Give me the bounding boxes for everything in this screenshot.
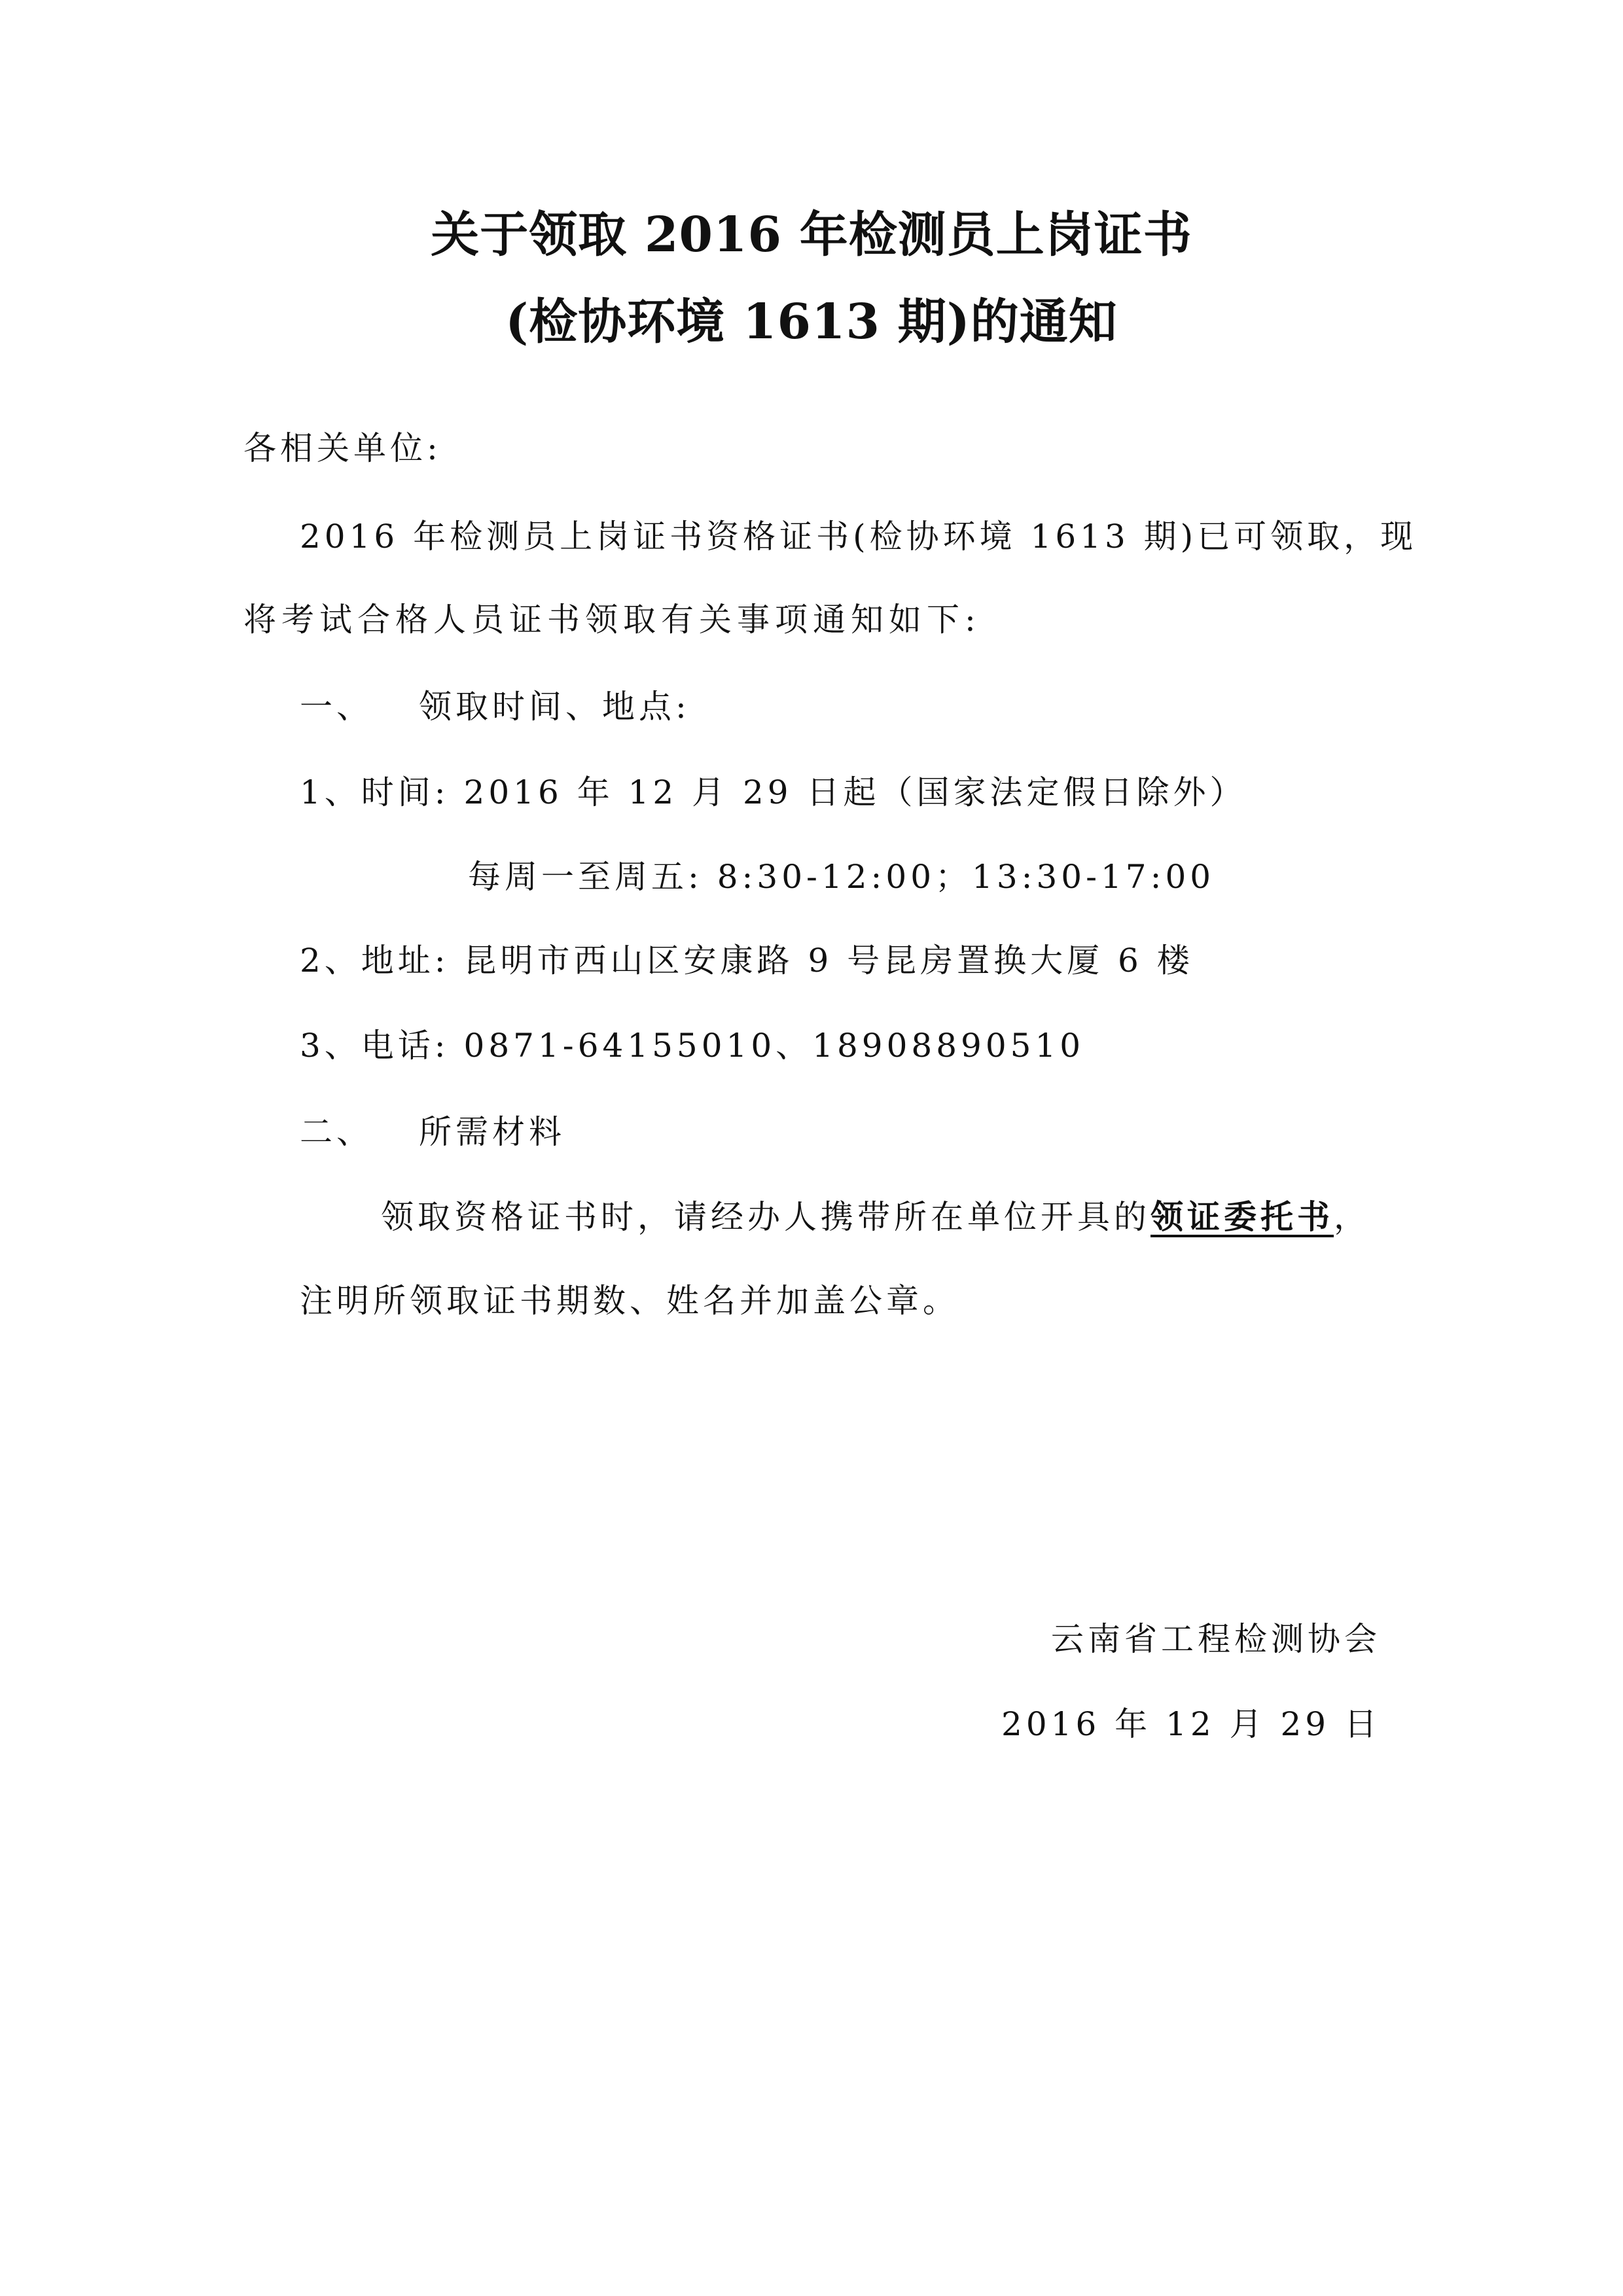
signature-date: 2016 年 12 月 29 日 — [1001, 1705, 1381, 1743]
section-2-heading — [300, 1113, 565, 1151]
document-title-line-2: (检协环境 1613 期)的通知 — [505, 294, 1118, 350]
intro-line-1: 2016 年检测员上岗证书资格证书(检协环境 1613 期)已可领取，现 — [300, 518, 1418, 556]
materials-text: 领取资格证书时，请经办人携带所在单位开具的 — [381, 1198, 1150, 1236]
item-address: 2、地址: 昆明市西山区安康路 9 号昆房置换大厦 6 楼 — [300, 942, 1194, 980]
section-2-title: 所需材料 — [419, 1113, 565, 1151]
intro-line-2: 将考试合格人员证书领取有关事项通知如下: — [243, 601, 981, 639]
section-1-heading — [300, 688, 690, 726]
salutation: 各相关单位: — [243, 429, 442, 467]
section-1-title: 领取时间、地点: — [419, 688, 690, 726]
item-time: 1、时间: 2016 年 12 月 29 日起（国家法定假日除外） — [300, 773, 1247, 811]
section-2-number: 二、 — [300, 1113, 373, 1151]
signature-organization: 云南省工程检测协会 — [1051, 1620, 1381, 1658]
document-title-line-1: 关于领取 2016 年检测员上岗证书 — [431, 207, 1192, 263]
item-office-hours: 每周一至周五: 8:30-12:00；13:30-17:00 — [468, 858, 1215, 896]
materials-line-1 — [381, 1197, 1370, 1236]
authorization-letter-emphasis: 领证委托书 — [1150, 1197, 1334, 1236]
item-phone: 3、电话: 0871-64155010、18908890510 — [300, 1027, 1085, 1065]
materials-line-2: 注明所领取证书期数、姓名并加盖公章。 — [300, 1282, 959, 1320]
materials-punctuation: ， — [1334, 1198, 1370, 1236]
section-1-number: 一、 — [300, 688, 373, 726]
